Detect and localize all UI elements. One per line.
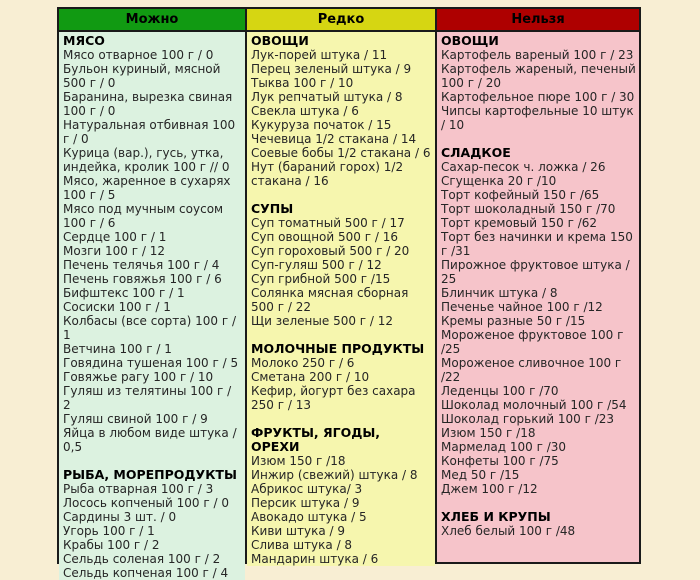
food-item: Кремы разные 50 г /15 xyxy=(441,314,586,328)
food-item: Инжир (свежий) штука / 8 xyxy=(251,468,418,482)
food-item: Суп овощной 500 г / 16 xyxy=(251,230,398,244)
food-item: Джем 100 г /12 xyxy=(441,482,538,496)
food-item: Сельдь соленая 100 г / 2 xyxy=(63,552,221,566)
food-item: Леденцы 100 г /70 xyxy=(441,384,559,398)
food-item: Мороженое сливочное 100 г /22 xyxy=(441,356,622,384)
food-item: Суп гороховый 500 г / 20 xyxy=(251,244,410,258)
food-item: Лук репчатый штука / 8 xyxy=(251,90,403,104)
food-item: Торт шоколадный 150 г /70 xyxy=(441,202,616,216)
food-item: Ветчина 100 г / 1 xyxy=(63,342,172,356)
food-item: Чечевица 1/2 стакана / 14 xyxy=(251,132,417,146)
food-item: Тыква 100 г / 10 xyxy=(251,76,354,90)
food-item: Мясо под мучным соусом 100 г / 6 xyxy=(63,202,224,230)
food-item: Киви штука / 9 xyxy=(251,524,345,538)
section-title: СЛАДКОЕ xyxy=(441,145,511,160)
food-item: Яйца в любом виде штука / 0,5 xyxy=(63,426,237,454)
section-title: МОЛОЧНЫЕ ПРОДУКТЫ xyxy=(251,341,425,356)
food-item: Лосось копченый 100 г / 0 xyxy=(63,496,229,510)
food-item: Молоко 250 г / 6 xyxy=(251,356,355,370)
column-header-label: Редко xyxy=(317,12,365,27)
column-mozhno xyxy=(59,9,245,580)
food-item: Изюм 150 г /18 xyxy=(441,426,536,440)
food-item: Печень телячья 100 г / 4 xyxy=(63,258,220,272)
food-item: Лук-порей штука / 11 xyxy=(251,48,388,62)
food-item: Колбасы (все сорта) 100 г / 1 xyxy=(63,314,236,342)
food-item: Чипсы картофельные 10 штук / 10 xyxy=(441,104,634,132)
food-item: Мармелад 100 г /30 xyxy=(441,440,567,454)
food-item: Баранина, вырезка свиная 100 г / 0 xyxy=(63,90,233,118)
column-header-mozhno xyxy=(59,9,245,32)
food-item: Суп грибной 500 г /15 xyxy=(251,272,391,286)
food-item: Мед 50 г /15 xyxy=(441,468,520,482)
food-item: Натуральная отбивная 100 г / 0 xyxy=(63,118,236,146)
food-item: Абрикос штука/ 3 xyxy=(251,482,363,496)
food-item: Печень говяжья 100 г / 6 xyxy=(63,272,222,286)
food-item: Картофель жареный, печеный 100 г / 20 xyxy=(441,62,636,90)
food-item: Соевые бобы 1/2 стакана / 6 xyxy=(251,146,431,160)
section-title: ОВОЩИ xyxy=(441,33,499,48)
food-item: Персик штука / 9 xyxy=(251,496,360,510)
food-item: Изюм 150 г /18 xyxy=(251,454,346,468)
food-item: Печенье чайное 100 г /12 xyxy=(441,300,603,314)
section-title: ОВОЩИ xyxy=(251,33,309,48)
food-item: Торт без начинки и крема 150 г /31 xyxy=(441,230,633,258)
food-item: Бульон куриный, мясной 500 г / 0 xyxy=(63,62,221,90)
food-item: Сметана 200 г / 10 xyxy=(251,370,370,384)
food-item: Блинчик штука / 8 xyxy=(441,286,558,300)
food-item: Картофельное пюре 100 г / 30 xyxy=(441,90,635,104)
food-item: Мозги 100 г / 12 xyxy=(63,244,165,258)
food-item: Говядина тушеная 100 г / 5 xyxy=(63,356,239,370)
column-body-nelzya xyxy=(437,32,639,562)
food-item: Картофель вареный 100 г / 23 xyxy=(441,48,634,62)
section-title: СУПЫ xyxy=(251,201,294,216)
food-item: Перец зеленый штука / 9 xyxy=(251,62,412,76)
food-item: Свекла штука / 6 xyxy=(251,104,359,118)
food-item: Рыба отварная 100 г / 3 xyxy=(63,482,214,496)
column-nelzya xyxy=(435,9,639,562)
food-item: Торт кремовый 150 г /62 xyxy=(441,216,598,230)
column-header-label: Можно xyxy=(125,12,179,27)
food-item: Солянка мясная сборная 500 г / 22 xyxy=(251,286,409,314)
section-title: РЫБА, МОРЕПРОДУКТЫ xyxy=(63,467,237,482)
column-body-mozhno xyxy=(59,32,245,580)
food-item: Конфеты 100 г /75 xyxy=(441,454,559,468)
food-item: Торт кофейный 150 г /65 xyxy=(441,188,600,202)
food-item: Кефир, йогурт без сахара 250 г / 13 xyxy=(251,384,416,412)
food-item: Угорь 100 г / 1 xyxy=(63,524,155,538)
food-frequency-table xyxy=(57,7,641,580)
food-item: Говяжье рагу 100 г / 10 xyxy=(63,370,214,384)
section-title: ХЛЕБ И КРУПЫ xyxy=(441,509,551,524)
section-title: МЯСО xyxy=(63,33,105,48)
food-item: Мясо отварное 100 г / 0 xyxy=(63,48,214,62)
food-item: Сахар-песок ч. ложка / 26 xyxy=(441,160,606,174)
food-item: Суп-гуляш 500 г / 12 xyxy=(251,258,382,272)
food-item: Хлеб белый 100 г /48 xyxy=(441,524,576,538)
column-header-redko xyxy=(247,9,435,32)
food-item: Щи зеленые 500 г / 12 xyxy=(251,314,394,328)
food-item: Кукуруза початок / 15 xyxy=(251,118,392,132)
food-item: Мороженое фруктовое 100 г /25 xyxy=(441,328,624,356)
food-item: Сердце 100 г / 1 xyxy=(63,230,167,244)
column-header-nelzya xyxy=(437,9,639,32)
food-item: Сардины 3 шт. / 0 xyxy=(63,510,177,524)
food-item: Шоколад горький 100 г /23 xyxy=(441,412,615,426)
food-item: Мандарин штука / 6 xyxy=(251,552,379,566)
food-item: Крабы 100 г / 2 xyxy=(63,538,160,552)
food-item: Мясо, жаренное в сухарях 100 г / 5 xyxy=(63,174,231,202)
food-item: Бифштекс 100 г / 1 xyxy=(63,286,185,300)
food-item: Пирожное фруктовое штука / 25 xyxy=(441,258,630,286)
food-item: Гуляш из телятины 100 г / 2 xyxy=(63,384,232,412)
food-item: Нут (бараний горох) 1/2 стакана / 16 xyxy=(251,160,404,188)
food-item: Авокадо штука / 5 xyxy=(251,510,367,524)
food-item: Сгущенка 20 г /10 xyxy=(441,174,557,188)
column-header-label: Нельзя xyxy=(511,12,565,27)
food-item: Суп томатный 500 г / 17 xyxy=(251,216,405,230)
column-redko xyxy=(245,9,435,566)
food-item: Сосиски 100 г / 1 xyxy=(63,300,171,314)
food-item: Сельдь копченая 100 г / 4 xyxy=(63,566,229,580)
section-title: ФРУКТЫ, ЯГОДЫ, ОРЕХИ xyxy=(251,425,381,454)
food-item: Курица (вар.), гусь, утка, индейка, кролик 100 г // 0 xyxy=(63,146,230,174)
food-item: Шоколад молочный 100 г /54 xyxy=(441,398,627,412)
food-item: Гуляш свиной 100 г / 9 xyxy=(63,412,208,426)
column-body-redko xyxy=(247,32,435,566)
food-item: Слива штука / 8 xyxy=(251,538,353,552)
